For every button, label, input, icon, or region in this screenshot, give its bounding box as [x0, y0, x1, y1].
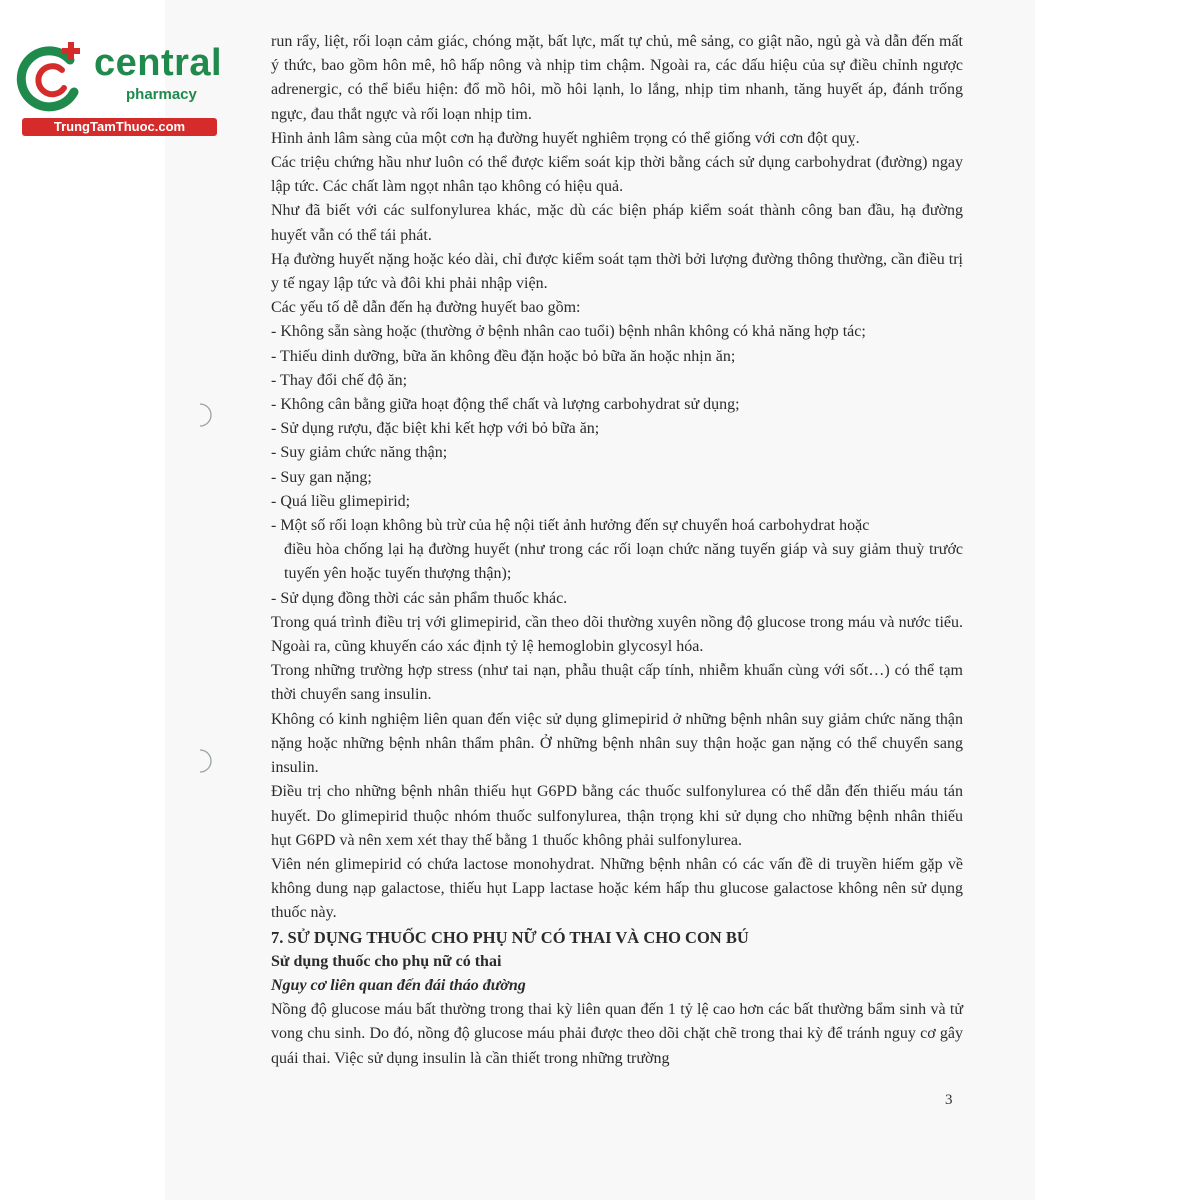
brand-subtitle: pharmacy	[126, 86, 197, 103]
bullet-item: - Suy gan nặng;	[271, 468, 372, 486]
bullet-item: - Thiếu dinh dưỡng, bữa ăn không đều đặn hoặc bỏ bữa ăn hoặc nhịn ăn;	[271, 347, 736, 365]
paragraph: Điều trị cho những bệnh nhân thiếu hụt G6PD bằng các thuốc sulfonylurea có thể dẫn đến thiếu máu tán huyết. Do glimepirid thuộc nhóm thuốc sulfonylurea, thận trọng khi sử dụng cho những bệnh nhân thiếu hụt G6PD và nên xem xét thay thế bằng 1 thuốc không phải sulfonylurea.	[271, 783, 963, 849]
section-heading: 7. SỬ DỤNG THUỐC CHO PHỤ NỮ CÓ THAI VÀ CHO CON BÚ	[271, 927, 749, 947]
subsection-heading: Sử dụng thuốc cho phụ nữ có thai	[271, 952, 502, 970]
paragraph: Viên nén glimepirid có chứa lactose monohydrat. Những bệnh nhân có các vấn đề di truyền hiếm gặp về không dung nạp galactose, thiếu hụt Lapp lactase hoặc kém hấp thu glucose galactose không nên sử dụng thuốc này.	[271, 855, 963, 922]
pharmacy-cross-logo-icon	[12, 40, 90, 118]
paragraph: Các yếu tố dễ dẫn đến hạ đường huyết bao gồm:	[271, 299, 581, 317]
bullet-item: - Không sẵn sàng hoặc (thường ở bệnh nhân cao tuổi) bệnh nhân không có khả năng hợp tác;	[271, 323, 866, 341]
central-pharmacy-logo	[8, 38, 223, 138]
bullet-item: - Sử dụng đồng thời các sản phẩm thuốc khác.	[271, 589, 568, 607]
bullet-item: - Sử dụng rượu, đặc biệt khi kết hợp với bỏ bữa ăn;	[271, 420, 600, 438]
paragraph: Trong quá trình điều trị với glimepirid, cần theo dõi thường xuyên nồng độ glucose trong máu và nước tiểu. Ngoài ra, cũng khuyến cáo xác định tỷ lệ hemoglobin glycosyl hóa.	[271, 613, 963, 656]
paragraph: Không có kinh nghiệm liên quan đến việc sử dụng glimepirid ở những bệnh nhân suy giảm chức năng thận nặng hoặc những bệnh nhân thẩm phân. Ở những bệnh nhân suy thận hoặc gan nặng có thể chuyển sang insulin.	[271, 710, 963, 777]
page-number: 3	[945, 1092, 953, 1108]
bullet-item: - Một số rối loạn không bù trừ của hệ nội tiết ảnh hưởng đến sự chuyển hoá carbohydrat hoặc	[271, 517, 870, 535]
binder-hole-icon	[192, 748, 218, 774]
bullet-continuation: điều hòa chống lại hạ đường huyết (như trong các rối loạn chức năng tuyến giáp và suy giảm thuỳ trước tuyến yên hoặc tuyến thượng thận);	[284, 541, 963, 583]
brand-website-tag: TrungTamThuoc.com	[22, 118, 217, 136]
paragraph: Hạ đường huyết nặng hoặc kéo dài, chỉ được kiểm soát tạm thời bởi lượng đường thông thường, cần điều trị y tế ngay lập tức và đôi khi phải nhập viện.	[271, 250, 963, 293]
document-body	[271, 30, 963, 1071]
paragraph: run rẩy, liệt, rối loạn cảm giác, chóng mặt, bất lực, mất tự chủ, mê sảng, co giật não, ngủ gà và dẫn đến mất ý thức, bao gồm hôn mê, hô hấp nông và nhịp tim chậm. Ngoài ra, các dấu hiệu của sự điều chỉnh ngược adrenergic, có thể biểu hiện: đổ mồ hôi, mồ hôi lạnh, lo lắng, nhịp tim nhanh, tăng huyết áp, đánh trống ngực, đau thắt ngực và rối loạn nhịp tim.	[271, 33, 963, 123]
bullet-item: - Suy giảm chức năng thận;	[271, 444, 448, 462]
binder-hole-icon	[192, 402, 218, 428]
brand-name: central	[94, 42, 223, 84]
bullet-item: - Quá liều glimepirid;	[271, 492, 411, 510]
subsubsection-heading: Nguy cơ liên quan đến đái tháo đường	[271, 976, 526, 994]
paragraph: Các triệu chứng hầu như luôn có thể được kiểm soát kịp thời bằng cách sử dụng carbohydrat (đường) ngay lập tức. Các chất làm ngọt nhân tạo không có hiệu quả.	[271, 154, 963, 196]
paragraph: Hình ảnh lâm sàng của một cơn hạ đường huyết nghiêm trọng có thể giống với cơn đột quỵ.	[271, 129, 860, 147]
paragraph: Nồng độ glucose máu bất thường trong thai kỳ liên quan đến 1 tỷ lệ cao hơn các bất thường bẩm sinh và tử vong chu sinh. Do đó, nồng độ glucose máu phải được theo dõi chặt chẽ trong thai kỳ để tránh nguy cơ gây quái thai. Việc sử dụng insulin là cần thiết trong những trường	[271, 1001, 963, 1067]
bullet-item: - Thay đổi chế độ ăn;	[271, 371, 408, 389]
paragraph: Như đã biết với các sulfonylurea khác, mặc dù các biện pháp kiểm soát thành công ban đầu, hạ đường huyết vẫn có thể tái phát.	[271, 202, 963, 244]
bullet-item: - Không cân bằng giữa hoạt động thể chất và lượng carbohydrat sử dụng;	[271, 396, 740, 414]
paragraph: Trong những trường hợp stress (như tai nạn, phẫu thuật cấp tính, nhiễm khuẩn cùng với sốt…) có thể tạm thời chuyển sang insulin.	[271, 662, 963, 704]
